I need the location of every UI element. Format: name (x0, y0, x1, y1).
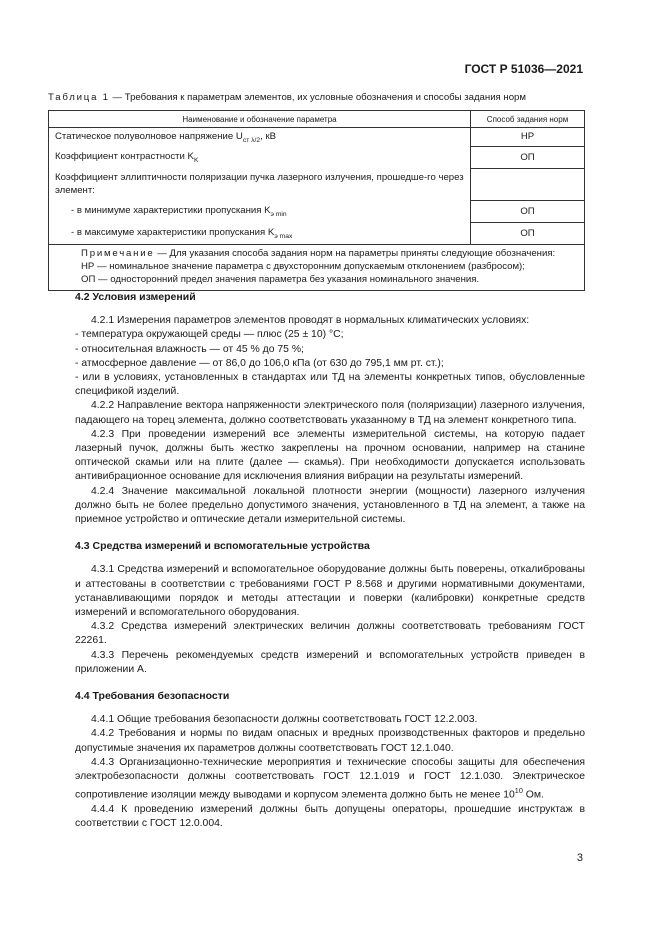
paragraph: 4.3.2 Средства измерений электрических величин должны соответствовать требованиям ГОСТ 22261. (75, 621, 585, 647)
row-method-cell: ОП (471, 146, 585, 168)
table-row (49, 222, 585, 245)
table-row (49, 200, 585, 222)
row-name-cell: Коэффициент эллиптичности поляризации пучка лазерного излучения, прошедше-го через элемент: (49, 168, 471, 200)
table-caption-text: — Требования к параметрам элементов, их условные обозначения и способы задания норм (109, 92, 526, 103)
table-row (49, 128, 585, 147)
row-name-cell: Коэффициент контрастности $K_K$ (49, 146, 471, 168)
paragraph: 4.4.1 Общие требования безопасности должны соответствовать ГОСТ 12.2.003. (91, 714, 478, 726)
table-caption (48, 92, 526, 103)
document-body (75, 290, 585, 831)
paragraph: 4.4.4 К проведению измерений должны быть допущены операторы, прошедшие инструктаж в соответствии с ГОСТ 12.0.004. (75, 803, 585, 830)
paragraph: 4.2.2 Направление вектора напряженности электрического поля (поляризации) лазерного излучения, падающего на торец элемента, должно соответствовать указанному в ТД на элемент конкретного типа. (75, 400, 585, 426)
row-method-cell (471, 168, 585, 200)
col-header-method: Способ задания норм (471, 111, 585, 128)
row-method-cell: НР (471, 128, 585, 147)
row-method-cell: ОП (471, 200, 585, 222)
paragraph: 4.2.3 При проведении измерений все элементы измерительной системы, на которую падает лазерный пучок, должны быть жестко закреплены на прочном основании, например на станине оптической скамьи или на плите (далее — скамья). При необходимости допускается использовать антивибрационное основание для исключения влияния вибрации на результаты измерений. (75, 428, 585, 483)
row-name-cell: - в минимуме характеристики пропускания $K_{э min}$ (49, 200, 471, 222)
col-header-name: Наименование и обозначение параметра (49, 111, 471, 128)
paragraph: 4.3.1 Средства измерений и вспомогательное оборудование должны быть поверены, откалиброваны и аттестованы в соответствии с требованиями ГОСТ Р 8.568 и другими нормативными документами, устанавливающими порядок и методы аттестации и поверки (калибровки) конкретные средств измерений и вспомогательного оборудования. (75, 564, 585, 619)
table-note (49, 245, 585, 291)
table-row (49, 146, 585, 168)
note-prefix: Примечание (81, 248, 155, 259)
paragraph: 4.4.3 Организационно-технические мероприятия и технические способы защиты для обеспечения электробезопасности должны соответствовать ГОСТ 12.1.019 и ГОСТ 12.1.030. Электрическое сопротивление изоляции между выводами и корпусом элемента должно быть не менее $10^{10}$ Ом. (75, 756, 585, 801)
page-number: 3 (576, 852, 583, 864)
table-note-row (49, 245, 585, 291)
document-header: ГОСТ Р 51036—2021 (464, 62, 583, 76)
list-item: - относительная влажность — от 45 % до 75 %; (75, 343, 304, 355)
note-line: — Для указания способа задания норм на параметры приняты следующие обозначения: (154, 248, 556, 259)
table-header-row (49, 111, 585, 128)
list-item: - температура окружающей среды — плюс (25 ± 10) °С; (75, 329, 344, 341)
row-method-cell: ОП (471, 222, 585, 245)
paragraph: 4.2.1 Измерения параметров элементов проводят в нормальных климатических условиях: (91, 315, 530, 327)
row-name-cell: - в максимуме характеристики пропускания $K_{э max}$ (49, 222, 471, 245)
table-caption-prefix: Таблица 1 (48, 92, 110, 103)
list-item: - атмосферное давление — от 86,0 до 106,0 кПа (от 630 до 795,1 мм рт. ст.); (75, 357, 444, 369)
table-row (49, 168, 585, 200)
list-item: - или в условиях, установленных в стандартах или ТД на элементы конкретных типов, обусловленные спецификой изделий. (75, 372, 585, 398)
paragraph: 4.3.3 Перечень рекомендуемых средств измерений и вспомогательных устройств приведен в приложении А. (75, 649, 585, 675)
section-heading-4-4: 4.4 Требования безопасности (75, 690, 230, 703)
requirements-table (48, 110, 585, 291)
row-name-cell: Статическое полуволновое напряжение $U_{ст \lambda/2}$, кВ (49, 128, 471, 147)
paragraph: 4.4.2 Требования и нормы по видам опасных и вредных производственных факторов и предельно допустимые значения их параметров должны соответствовать ГОСТ 12.1.040. (75, 728, 585, 754)
section-heading-4-3: 4.3 Средства измерений и вспомогательные устройства (75, 540, 370, 553)
paragraph: 4.2.4 Значение максимальной локальной плотности энергии (мощности) лазерного излучения должно быть не более предельно допустимого значения, установленного в ТД на элемент, а также на приемное устройство и оптические детали измерительной системы. (75, 485, 585, 526)
note-line: НР — номинальное значение параметра с двухсторонним допускаемым отклонением (разбросом); (81, 261, 525, 272)
section-heading-4-2: 4.2 Условия измерений (75, 291, 196, 303)
note-line: ОП — односторонний предел значения параметра без указания номинального значения. (81, 274, 480, 285)
